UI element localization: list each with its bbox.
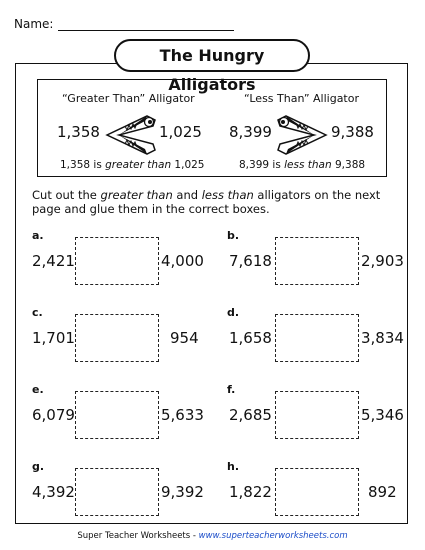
sentence-start: 1,358 is [60,159,106,171]
problem-g-glue-box[interactable] [75,468,159,516]
problem-c-left: 1,701 [32,329,75,347]
instructions-part: Cut out the [32,188,101,202]
sentence-start: 8,399 is [239,159,285,171]
problem-d-right: 3,834 [361,329,404,347]
sentence-end: 9,388 [331,159,366,171]
problem-d-letter: d. [227,306,240,319]
problem-f-glue-box[interactable] [275,391,359,439]
less-example-right: 9,388 [331,123,374,141]
problem-a-glue-box[interactable] [75,237,159,285]
problem-b-right: 2,903 [361,252,404,270]
less-example-left: 8,399 [229,123,272,141]
problem-e-left: 6,079 [32,406,75,424]
problem-f-right: 5,346 [361,406,404,424]
problem-g-left: 4,392 [32,483,75,501]
problem-f-left: 2,685 [229,406,272,424]
problem-e-glue-box[interactable] [75,391,159,439]
sentence-emphasis: greater than [105,159,172,171]
problem-d-glue-box[interactable] [275,314,359,362]
sentence-end: 1,025 [171,159,205,171]
instructions [32,188,392,216]
problem-b-letter: b. [227,229,240,242]
greater-example-left: 1,358 [57,123,100,141]
problem-h-letter: h. [227,460,240,473]
greater-example-right: 1,025 [159,123,202,141]
greater-example-heading: “Greater Than” Alligator [62,92,195,105]
problem-g-right: 9,392 [161,483,204,501]
problem-b-left: 7,618 [229,252,272,270]
instructions-part: and [172,188,202,202]
problem-c-right: 954 [170,329,199,347]
problem-d-left: 1,658 [229,329,272,347]
footer-text: Super Teacher Worksheets - [77,531,199,541]
problem-a-right: 4,000 [161,252,204,270]
problem-a-left: 2,421 [32,252,75,270]
problem-b-glue-box[interactable] [275,237,359,285]
instructions-em: less than [201,188,254,202]
greater-alligator-icon [103,112,159,158]
problem-a-letter: a. [32,229,44,242]
problem-c-glue-box[interactable] [75,314,159,362]
less-example-heading: “Less Than” Alligator [244,92,360,105]
problem-e-letter: e. [32,383,44,396]
problem-f-letter: f. [227,383,236,396]
worksheet-title: The Hungry Alligators [114,39,310,72]
problem-e-right: 5,633 [161,406,204,424]
instructions-em: greater than [100,188,173,202]
less-example-sentence [239,159,365,171]
problem-c-letter: c. [32,306,43,319]
problem-h-glue-box[interactable] [275,468,359,516]
name-line[interactable] [58,30,234,31]
sentence-emphasis: less than [284,159,332,171]
problem-h-right: 892 [368,483,397,501]
problem-g-letter: g. [32,460,45,473]
footer-link[interactable]: www.superteacherworksheets.com [198,531,348,541]
problem-h-left: 1,822 [229,483,272,501]
name-label: Name: [14,17,54,31]
instructions-part: alligators on the next page and glue them in the correct boxes. [32,188,381,216]
less-alligator-icon [274,112,330,158]
footer [0,531,425,541]
greater-example-sentence [60,159,205,171]
